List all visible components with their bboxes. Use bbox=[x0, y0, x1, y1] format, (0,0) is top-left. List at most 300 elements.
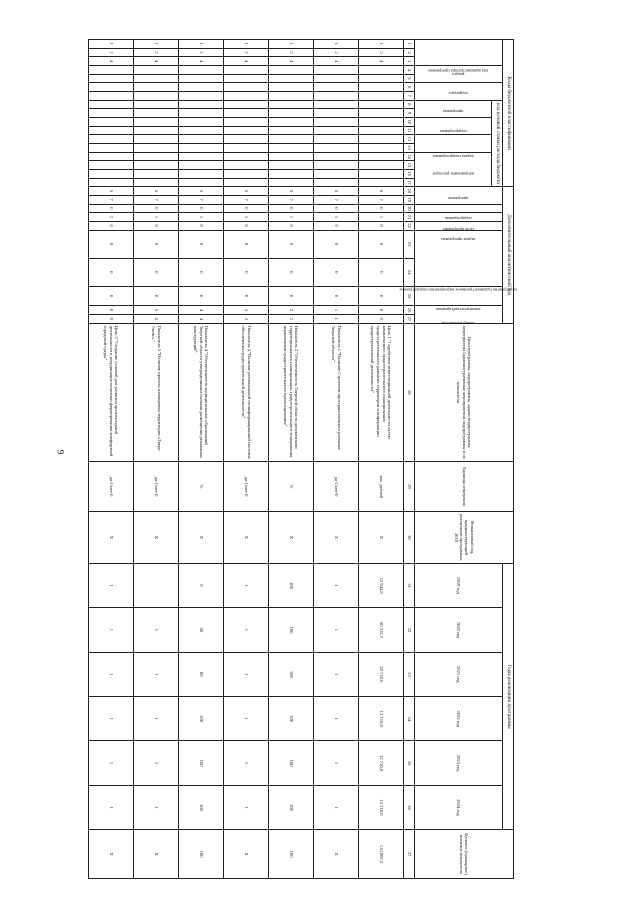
code-cell: 0 bbox=[224, 204, 269, 213]
table-row bbox=[314, 40, 359, 879]
code-cell bbox=[134, 178, 179, 187]
code-cell: 5 bbox=[179, 187, 224, 196]
header-analytic-sign-text: аналитический признак bbox=[436, 307, 481, 313]
column-number: 7 bbox=[404, 91, 415, 100]
column-number: 2 bbox=[404, 48, 415, 57]
code-cell: 0 bbox=[179, 230, 224, 258]
code-cell: 0 bbox=[134, 230, 179, 258]
header-y2022: 2022 год bbox=[415, 697, 503, 741]
code-cell: 3 bbox=[224, 314, 269, 323]
column-number: 18 bbox=[404, 187, 415, 196]
page-number: 9 bbox=[55, 449, 66, 455]
column-number: 12 bbox=[404, 135, 415, 144]
code-cell bbox=[179, 109, 224, 118]
code-cell bbox=[134, 100, 179, 109]
code-cell: 0 bbox=[179, 204, 224, 213]
unit-cell: да-1/нет-0 bbox=[224, 462, 269, 512]
code-cell: 0 bbox=[359, 258, 404, 286]
fin-year-cell: X bbox=[134, 511, 179, 563]
code-cell bbox=[269, 126, 314, 135]
code-cell bbox=[224, 91, 269, 100]
value-cell: 1 bbox=[134, 608, 179, 652]
code-cell bbox=[314, 161, 359, 170]
code-cell: 0 bbox=[89, 314, 134, 323]
header-indicator-number-text: номер показателя bbox=[442, 320, 475, 326]
unit-cell: да-1/нет-0 bbox=[134, 462, 179, 512]
fin-year-cell: X bbox=[314, 511, 359, 563]
code-cell: 2 bbox=[179, 48, 224, 57]
code-cell: 1 bbox=[269, 213, 314, 222]
value-cell: 12 710,0 bbox=[359, 785, 404, 829]
table-row bbox=[359, 40, 404, 879]
code-cell bbox=[89, 143, 134, 152]
header-subprogram-text: подпрограмма bbox=[439, 129, 467, 135]
code-cell bbox=[314, 65, 359, 74]
goal-description: Показатель 4 "Обеспеченность муниципальных образований Тверской области утвержденными схемами размещения рекламных конструкций" bbox=[179, 323, 224, 462]
fin-year-cell: X bbox=[89, 511, 134, 563]
column-number: 32 bbox=[404, 608, 415, 652]
code-cell bbox=[179, 169, 224, 178]
value-cell: 50 bbox=[179, 608, 224, 652]
code-cell: 4 bbox=[314, 57, 359, 66]
column-number: 5 bbox=[404, 74, 415, 83]
value-cell: 1 bbox=[89, 785, 134, 829]
column-number: 21 bbox=[404, 213, 415, 222]
column-number: 24 bbox=[404, 258, 415, 286]
code-cell: 0 bbox=[89, 204, 134, 213]
code-cell: 0 bbox=[359, 221, 404, 230]
code-cell: 4 bbox=[89, 57, 134, 66]
code-cell: 0 bbox=[89, 286, 134, 305]
code-cell bbox=[89, 117, 134, 126]
column-number: 11 bbox=[404, 126, 415, 135]
value-cell: 1 bbox=[134, 785, 179, 829]
column-number: 23 bbox=[404, 230, 415, 258]
code-cell: 5 bbox=[314, 187, 359, 196]
code-cell: 0 bbox=[89, 230, 134, 258]
code-cell bbox=[179, 83, 224, 92]
table-row bbox=[179, 40, 224, 879]
code-cell bbox=[224, 143, 269, 152]
value-cell: 0 bbox=[179, 563, 224, 607]
code-cell: 0 bbox=[359, 204, 404, 213]
code-cell bbox=[134, 169, 179, 178]
header-y2020: 2020 год bbox=[415, 608, 503, 652]
header-fin-year: Финансовый год, предшествующий реализации программы, 2018 bbox=[415, 511, 514, 563]
code-cell: 7 bbox=[89, 195, 134, 204]
code-cell: 0 bbox=[89, 221, 134, 230]
code-cell bbox=[359, 91, 404, 100]
value-cell: 100 bbox=[269, 830, 314, 879]
group-header-extra-code: Дополнительный аналитический код bbox=[503, 187, 514, 323]
code-cell bbox=[269, 83, 314, 92]
value-cell: 1 bbox=[224, 785, 269, 829]
code-cell bbox=[314, 135, 359, 144]
code-cell: 0 bbox=[269, 286, 314, 305]
code-cell bbox=[224, 152, 269, 161]
value-cell: 1 bbox=[89, 697, 134, 741]
value-cell: 1 bbox=[224, 608, 269, 652]
column-number: 36 bbox=[404, 785, 415, 829]
code-cell: 0 bbox=[269, 230, 314, 258]
code-cell bbox=[89, 169, 134, 178]
code-cell bbox=[314, 109, 359, 118]
code-cell: 4 bbox=[224, 57, 269, 66]
code-cell bbox=[179, 161, 224, 170]
column-number: 30 bbox=[404, 511, 415, 563]
code-cell bbox=[224, 178, 269, 187]
header-y2024: 2024 год bbox=[415, 785, 503, 829]
code-cell bbox=[359, 178, 404, 187]
header-subsection-text: подраздел bbox=[449, 90, 468, 96]
header-section-text: раздел bbox=[452, 71, 465, 77]
code-cell: 0 bbox=[89, 306, 134, 315]
value-cell: 100 bbox=[269, 741, 314, 785]
code-cell bbox=[179, 143, 224, 152]
goal-description: Показатель 5 "Наличие проекта планировки территории «Тверь-Экспо»" bbox=[134, 323, 179, 462]
value-cell: 100 bbox=[269, 563, 314, 607]
program-indicators-table bbox=[88, 39, 518, 879]
code-cell: 0 bbox=[359, 306, 404, 315]
code-cell: 0 bbox=[179, 258, 224, 286]
header-final-value: Целевое (суммарное) значение показателя bbox=[415, 830, 514, 879]
code-cell bbox=[314, 178, 359, 187]
fin-year-cell: X bbox=[224, 511, 269, 563]
code-cell bbox=[179, 126, 224, 135]
code-cell: 7 bbox=[359, 195, 404, 204]
code-cell bbox=[89, 83, 134, 92]
value-cell: 100 bbox=[179, 741, 224, 785]
code-cell: 4 bbox=[134, 57, 179, 66]
code-cell: 0 bbox=[314, 286, 359, 305]
code-cell bbox=[224, 109, 269, 118]
code-cell bbox=[134, 117, 179, 126]
header-y2019: 2019 год bbox=[415, 563, 503, 607]
code-cell: 7 bbox=[269, 195, 314, 204]
code-cell bbox=[314, 152, 359, 161]
value-cell: 1 bbox=[314, 697, 359, 741]
code-cell bbox=[134, 109, 179, 118]
unit-cell: % bbox=[179, 462, 224, 512]
code-cell bbox=[224, 169, 269, 178]
code-cell: 2 bbox=[269, 48, 314, 57]
code-cell: 1 bbox=[314, 213, 359, 222]
code-cell: 2 bbox=[224, 48, 269, 57]
code-cell bbox=[179, 117, 224, 126]
value-cell: 12 710,0 bbox=[359, 697, 404, 741]
column-number: 33 bbox=[404, 652, 415, 696]
code-cell bbox=[314, 74, 359, 83]
value-cell: 100 bbox=[179, 830, 224, 879]
code-cell: 5 bbox=[134, 306, 179, 315]
value-cell: 1 bbox=[89, 608, 134, 652]
code-cell bbox=[269, 152, 314, 161]
goal-description: Цель 1 "Содействие инвестиционной деятельности путем комплексного градостроительного планирования градостроительного развития территории и информации градостроительной деятельности" bbox=[359, 323, 404, 462]
code-cell: 1 bbox=[314, 314, 359, 323]
value-cell: 1 bbox=[224, 652, 269, 696]
header-program bbox=[415, 100, 492, 117]
column-number: 14 bbox=[404, 152, 415, 161]
code-cell bbox=[314, 117, 359, 126]
value-cell: X bbox=[134, 830, 179, 879]
code-cell bbox=[224, 126, 269, 135]
unit-cell: да-1/нет-0 bbox=[314, 462, 359, 512]
code-cell: 1 bbox=[314, 306, 359, 315]
code-cell: 4 bbox=[179, 306, 224, 315]
header-program-2-text: программа bbox=[448, 195, 469, 201]
goal-description: Показатель 2 "Обеспеченность Тверской области документами территориального планирования, градостроительного зонирования, нормативами градостроительного проектирования" bbox=[269, 323, 314, 462]
code-cell: 0 bbox=[359, 230, 404, 258]
code-cell bbox=[134, 161, 179, 170]
value-cell: 23 944,8 bbox=[359, 563, 404, 607]
header-subprogram bbox=[415, 117, 492, 134]
code-cell bbox=[359, 143, 404, 152]
code-cell bbox=[179, 65, 224, 74]
code-cell: 0 bbox=[89, 258, 134, 286]
value-cell: 1 bbox=[224, 697, 269, 741]
column-number: 13 bbox=[404, 143, 415, 152]
goal-description: Цель 2 "Создание условий для развития архитектурной деятельности и координация политики формирования комфортной городской среды" bbox=[89, 323, 134, 462]
code-cell: 2 bbox=[134, 48, 179, 57]
code-cell: 0 bbox=[314, 204, 359, 213]
column-number: 6 bbox=[404, 83, 415, 92]
value-cell: 1 bbox=[314, 785, 359, 829]
code-cell bbox=[179, 152, 224, 161]
code-cell bbox=[359, 152, 404, 161]
code-cell bbox=[89, 178, 134, 187]
header-activity-text: мероприятие (административное мероприятие) подпрограммы bbox=[399, 287, 518, 293]
value-cell: 1 bbox=[224, 563, 269, 607]
column-number: 4 bbox=[404, 65, 415, 74]
code-cell bbox=[314, 83, 359, 92]
code-cell: 2 bbox=[269, 314, 314, 323]
code-cell bbox=[224, 83, 269, 92]
code-cell bbox=[269, 161, 314, 170]
column-number: 8 bbox=[404, 100, 415, 109]
value-cell: 1 bbox=[89, 741, 134, 785]
table-row bbox=[269, 40, 314, 879]
value-cell: 1 bbox=[134, 652, 179, 696]
code-cell: 5 bbox=[269, 187, 314, 196]
value-cell: 100 bbox=[179, 785, 224, 829]
code-cell: 0 bbox=[269, 221, 314, 230]
code-cell: 0 bbox=[314, 221, 359, 230]
code-cell: 1 bbox=[89, 40, 134, 49]
code-cell: 5 bbox=[89, 187, 134, 196]
code-cell bbox=[359, 126, 404, 135]
value-cell: 1 bbox=[224, 741, 269, 785]
code-cell bbox=[224, 100, 269, 109]
code-cell: 1 bbox=[314, 40, 359, 49]
table-row bbox=[224, 40, 269, 879]
rotated-table-container bbox=[100, 39, 518, 879]
column-number: 37 bbox=[404, 830, 415, 879]
column-number: 28 bbox=[404, 323, 415, 462]
header-task-text: задача подпрограммы bbox=[432, 153, 474, 159]
code-cell: 0 bbox=[314, 230, 359, 258]
value-cell: 1 bbox=[314, 608, 359, 652]
code-cell bbox=[134, 65, 179, 74]
code-cell bbox=[134, 91, 179, 100]
code-cell bbox=[89, 65, 134, 74]
code-cell bbox=[134, 74, 179, 83]
value-cell: 20 710,0 bbox=[359, 652, 404, 696]
header-subsection bbox=[415, 83, 503, 100]
code-cell: 0 bbox=[134, 258, 179, 286]
code-cell bbox=[359, 135, 404, 144]
value-cell: X bbox=[314, 830, 359, 879]
code-cell bbox=[89, 109, 134, 118]
goal-description: Показатель 1 "Наличие Стратегии пространственного развития Тверской области" bbox=[314, 323, 359, 462]
fin-year-cell: X bbox=[269, 511, 314, 563]
code-cell bbox=[269, 109, 314, 118]
code-cell: 0 bbox=[359, 286, 404, 305]
code-cell bbox=[134, 126, 179, 135]
code-cell bbox=[269, 178, 314, 187]
code-cell: 2 bbox=[269, 306, 314, 315]
code-cell: 1 bbox=[359, 40, 404, 49]
code-cell bbox=[359, 100, 404, 109]
code-cell bbox=[89, 135, 134, 144]
code-cell bbox=[269, 135, 314, 144]
group-header-budget: Коды бюджетной классификации bbox=[503, 40, 514, 187]
code-cell: 5 bbox=[224, 187, 269, 196]
column-number: 34 bbox=[404, 697, 415, 741]
value-cell: 100 bbox=[269, 697, 314, 741]
value-cell: X bbox=[89, 830, 134, 879]
code-cell bbox=[224, 135, 269, 144]
code-cell: 2 bbox=[89, 213, 134, 222]
goal-description: Показатель 3 "Наличие региональной геоинформационной системы обеспечения градостроительной деятельности" bbox=[224, 323, 269, 462]
code-cell: 7 bbox=[179, 195, 224, 204]
value-cell: X bbox=[224, 830, 269, 879]
header-task-2-text: задача программы bbox=[441, 237, 476, 243]
code-cell: 1 bbox=[224, 213, 269, 222]
code-cell: 1 bbox=[359, 213, 404, 222]
code-cell: 0 bbox=[224, 230, 269, 258]
code-cell bbox=[179, 91, 224, 100]
value-cell: 50 312,7 bbox=[359, 608, 404, 652]
value-cell: 1 bbox=[89, 652, 134, 696]
header-program-2 bbox=[415, 187, 503, 204]
code-cell: 0 bbox=[179, 221, 224, 230]
code-cell bbox=[224, 65, 269, 74]
code-cell: 1 bbox=[134, 213, 179, 222]
value-cell bbox=[134, 563, 179, 607]
column-number: 26 bbox=[404, 306, 415, 315]
code-cell: 1 bbox=[224, 40, 269, 49]
code-cell bbox=[314, 169, 359, 178]
header-expense-direction-text: направление расходов bbox=[432, 171, 474, 177]
code-cell bbox=[359, 65, 404, 74]
column-number: 9 bbox=[404, 109, 415, 118]
header-unit: Единица измерения bbox=[415, 462, 514, 512]
code-cell bbox=[269, 74, 314, 83]
column-number: 15 bbox=[404, 161, 415, 170]
code-cell bbox=[89, 74, 134, 83]
code-cell: 5 bbox=[134, 314, 179, 323]
header-subprogram-2 bbox=[415, 204, 503, 222]
value-cell: 1 bbox=[314, 652, 359, 696]
column-number: 25 bbox=[404, 286, 415, 305]
code-cell bbox=[224, 117, 269, 126]
value-cell: 80 bbox=[179, 652, 224, 696]
table-row bbox=[134, 40, 179, 879]
code-cell bbox=[359, 117, 404, 126]
value-cell: 1 bbox=[89, 563, 134, 607]
code-cell bbox=[314, 91, 359, 100]
code-cell bbox=[359, 169, 404, 178]
code-cell bbox=[269, 143, 314, 152]
value-cell: 133 097,5 bbox=[359, 830, 404, 879]
group-header-years: Годы реализации программы bbox=[503, 563, 514, 829]
code-cell: 0 bbox=[359, 314, 404, 323]
code-cell: 2 bbox=[314, 48, 359, 57]
code-cell: 1 bbox=[269, 40, 314, 49]
unit-cell: тыс. рублей bbox=[359, 462, 404, 512]
code-cell: 0 bbox=[269, 258, 314, 286]
column-number: 27 bbox=[404, 314, 415, 323]
header-subprogram-2-text: подпрограмма bbox=[445, 216, 472, 222]
code-cell: 0 bbox=[224, 221, 269, 230]
code-cell bbox=[89, 91, 134, 100]
code-cell bbox=[89, 126, 134, 135]
code-cell bbox=[134, 135, 179, 144]
table-row bbox=[89, 40, 134, 879]
header-goal-text: цель программы bbox=[443, 226, 474, 232]
value-cell: 1 bbox=[314, 741, 359, 785]
code-cell: 1 bbox=[179, 213, 224, 222]
code-cell: 4 bbox=[359, 57, 404, 66]
code-cell: 0 bbox=[224, 286, 269, 305]
code-cell bbox=[179, 135, 224, 144]
code-cell: 0 bbox=[224, 258, 269, 286]
value-cell: 1 bbox=[134, 741, 179, 785]
code-cell bbox=[359, 83, 404, 92]
header-task bbox=[415, 135, 492, 159]
code-cell bbox=[89, 161, 134, 170]
value-cell: 12 710,0 bbox=[359, 741, 404, 785]
value-cell: 100 bbox=[179, 697, 224, 741]
header-admin-code-text: код администратора программы bbox=[428, 68, 489, 74]
unit-cell: % bbox=[269, 462, 314, 512]
column-number: 3 bbox=[404, 57, 415, 66]
code-cell bbox=[359, 109, 404, 118]
code-cell bbox=[314, 100, 359, 109]
code-cell bbox=[269, 65, 314, 74]
code-cell: 0 bbox=[134, 221, 179, 230]
column-number: 16 bbox=[404, 169, 415, 178]
code-cell: 0 bbox=[134, 204, 179, 213]
header-y2021: 2021 год bbox=[415, 652, 503, 696]
code-cell: 5 bbox=[134, 187, 179, 196]
code-cell bbox=[179, 74, 224, 83]
code-cell: 0 bbox=[269, 204, 314, 213]
header-program-text: программа bbox=[442, 108, 464, 114]
code-cell bbox=[179, 100, 224, 109]
value-cell: 1 bbox=[314, 563, 359, 607]
code-cell: 0 bbox=[134, 286, 179, 305]
code-cell bbox=[89, 152, 134, 161]
code-cell bbox=[269, 169, 314, 178]
header-y2023: 2023 год bbox=[415, 741, 503, 785]
code-cell bbox=[134, 152, 179, 161]
code-cell: 7 bbox=[134, 195, 179, 204]
column-number: 22 bbox=[404, 221, 415, 230]
value-cell: 100 bbox=[269, 785, 314, 829]
code-cell bbox=[359, 74, 404, 83]
code-cell bbox=[314, 126, 359, 135]
